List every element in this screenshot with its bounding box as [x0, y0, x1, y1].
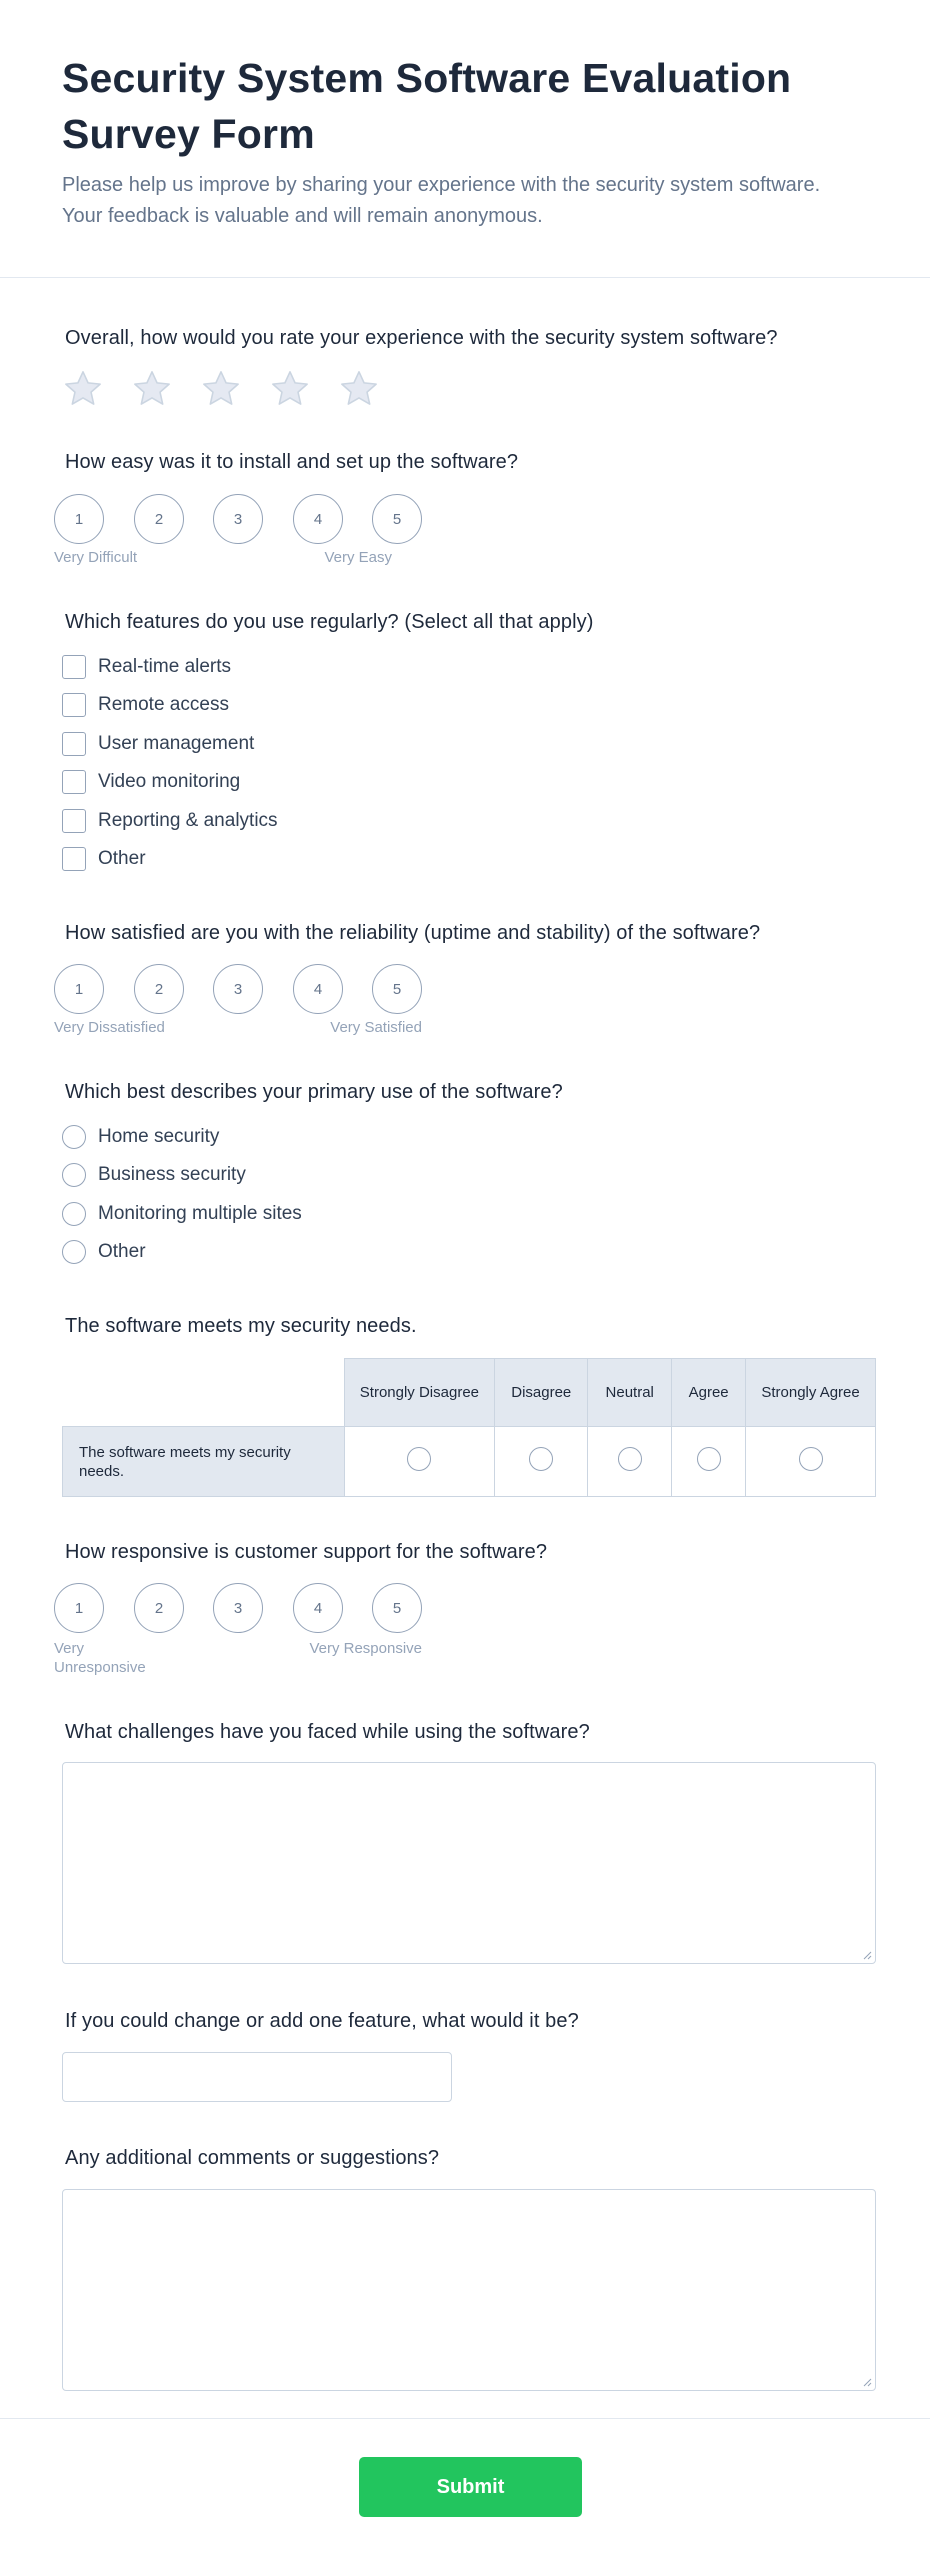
- scale-option-4[interactable]: 4: [293, 1583, 343, 1633]
- checkbox-box[interactable]: [62, 655, 86, 679]
- matrix-radio-strongly-disagree[interactable]: [407, 1447, 431, 1471]
- resize-grip-icon[interactable]: [862, 1950, 872, 1960]
- matrix-row-label: The software meets my security needs.: [63, 1427, 345, 1497]
- question-feature-change: If you could change or add one feature, what would it be?: [65, 2010, 579, 2032]
- checkbox-box[interactable]: [62, 809, 86, 833]
- checkbox-real-time-alerts[interactable]: Real-time alerts: [62, 654, 231, 680]
- survey-header: [0, 0, 930, 278]
- question-ease-of-install: How easy was it to install and set up the software?: [65, 451, 519, 473]
- table-row: [63, 1427, 876, 1497]
- radio-circle[interactable]: [62, 1240, 86, 1264]
- scale-support-responsiveness: [54, 1583, 454, 1676]
- matrix-cell: [746, 1427, 876, 1497]
- matrix-radio-agree[interactable]: [697, 1447, 721, 1471]
- matrix-radio-disagree[interactable]: [529, 1447, 553, 1471]
- matrix-col-strongly-disagree: Strongly Disagree: [344, 1359, 495, 1427]
- page-title: Security System Software Evaluation Survey Form: [62, 55, 792, 157]
- question-features-used: Which features do you use regularly? (Select all that apply): [65, 611, 594, 633]
- radio-other[interactable]: Other: [62, 1239, 146, 1265]
- checkbox-box[interactable]: [62, 770, 86, 794]
- checkbox-box[interactable]: [62, 847, 86, 871]
- checkbox-other[interactable]: Other: [62, 846, 146, 872]
- submit-button[interactable]: Submit: [359, 2457, 582, 2517]
- scale-option-1[interactable]: 1: [54, 1583, 104, 1633]
- scale-option-3[interactable]: 3: [213, 494, 263, 544]
- page-description: Please help us improve by sharing your experience with the security system software. Your feedback is valuable and will remain anonymous.: [62, 174, 821, 227]
- radio-business-security[interactable]: Business security: [62, 1162, 246, 1188]
- radio-circle[interactable]: [62, 1202, 86, 1226]
- challenges-textarea[interactable]: [62, 1762, 876, 1964]
- scale-low-label: Very Difficult: [54, 549, 138, 566]
- checkbox-video-monitoring[interactable]: Video monitoring: [62, 769, 240, 795]
- scale-option-4[interactable]: 4: [293, 494, 343, 544]
- matrix-cell: [588, 1427, 672, 1497]
- question-reliability: How satisfied are you with the reliability (uptime and stability) of the software?: [65, 922, 761, 944]
- checkbox-box[interactable]: [62, 732, 86, 756]
- matrix-col-agree: Agree: [672, 1359, 746, 1427]
- scale-high-label: Very Satisfied: [330, 1019, 422, 1036]
- matrix-radio-strongly-agree[interactable]: [799, 1447, 823, 1471]
- scale-option-1[interactable]: 1: [54, 494, 104, 544]
- star-icon[interactable]: [338, 368, 380, 410]
- likert-matrix: [62, 1358, 876, 1497]
- comments-textarea[interactable]: [62, 2189, 876, 2391]
- footer-divider: [0, 2418, 930, 2419]
- radio-home-security[interactable]: Home security: [62, 1124, 219, 1150]
- checkbox-remote-access[interactable]: Remote access: [62, 692, 229, 718]
- checkbox-reporting-analytics[interactable]: Reporting & analytics: [62, 808, 278, 834]
- scale-option-4[interactable]: 4: [293, 964, 343, 1014]
- scale-option-3[interactable]: 3: [213, 1583, 263, 1633]
- scale-option-1[interactable]: 1: [54, 964, 104, 1014]
- scale-option-2[interactable]: 2: [134, 964, 184, 1014]
- matrix-corner: [63, 1359, 345, 1427]
- scale-low-label: Very Dissatisfied: [54, 1019, 165, 1036]
- scale-option-5[interactable]: 5: [372, 964, 422, 1014]
- resize-grip-icon[interactable]: [862, 2377, 872, 2387]
- question-support-responsiveness: How responsive is customer support for the software?: [65, 1541, 548, 1563]
- scale-option-5[interactable]: 5: [372, 494, 422, 544]
- checkbox-box[interactable]: [62, 693, 86, 717]
- checkbox-user-management[interactable]: User management: [62, 731, 254, 757]
- question-challenges: What challenges have you faced while using the software?: [65, 1721, 590, 1743]
- star-icon[interactable]: [269, 368, 311, 410]
- scale-low-label: Very Unresponsive: [54, 1640, 146, 1676]
- question-security-needs: The software meets my security needs.: [65, 1315, 417, 1337]
- matrix-cell: [495, 1427, 588, 1497]
- star-icon[interactable]: [62, 368, 104, 410]
- matrix-radio-neutral[interactable]: [618, 1447, 642, 1471]
- matrix-cell: [344, 1427, 495, 1497]
- radio-circle[interactable]: [62, 1163, 86, 1187]
- scale-option-2[interactable]: 2: [134, 1583, 184, 1633]
- question-overall-rating: Overall, how would you rate your experience with the security system software?: [65, 327, 778, 349]
- feature-change-input[interactable]: [62, 2052, 452, 2102]
- scale-option-3[interactable]: 3: [213, 964, 263, 1014]
- question-additional-comments: Any additional comments or suggestions?: [65, 2147, 440, 2169]
- star-icon[interactable]: [200, 368, 242, 410]
- scale-option-2[interactable]: 2: [134, 494, 184, 544]
- matrix-cell: [672, 1427, 746, 1497]
- scale-high-label: Very Responsive: [309, 1640, 422, 1657]
- scale-ease-of-install: [54, 494, 454, 566]
- star-icon[interactable]: [131, 368, 173, 410]
- matrix-col-strongly-agree: Strongly Agree: [746, 1359, 876, 1427]
- scale-high-label: Very Easy: [324, 549, 392, 566]
- radio-monitoring-multiple-sites[interactable]: Monitoring multiple sites: [62, 1201, 302, 1227]
- question-primary-use: Which best describes your primary use of the software?: [65, 1081, 563, 1103]
- scale-reliability: [54, 964, 454, 1036]
- matrix-col-disagree: Disagree: [495, 1359, 588, 1427]
- matrix-col-neutral: Neutral: [588, 1359, 672, 1427]
- scale-option-5[interactable]: 5: [372, 1583, 422, 1633]
- radio-circle[interactable]: [62, 1125, 86, 1149]
